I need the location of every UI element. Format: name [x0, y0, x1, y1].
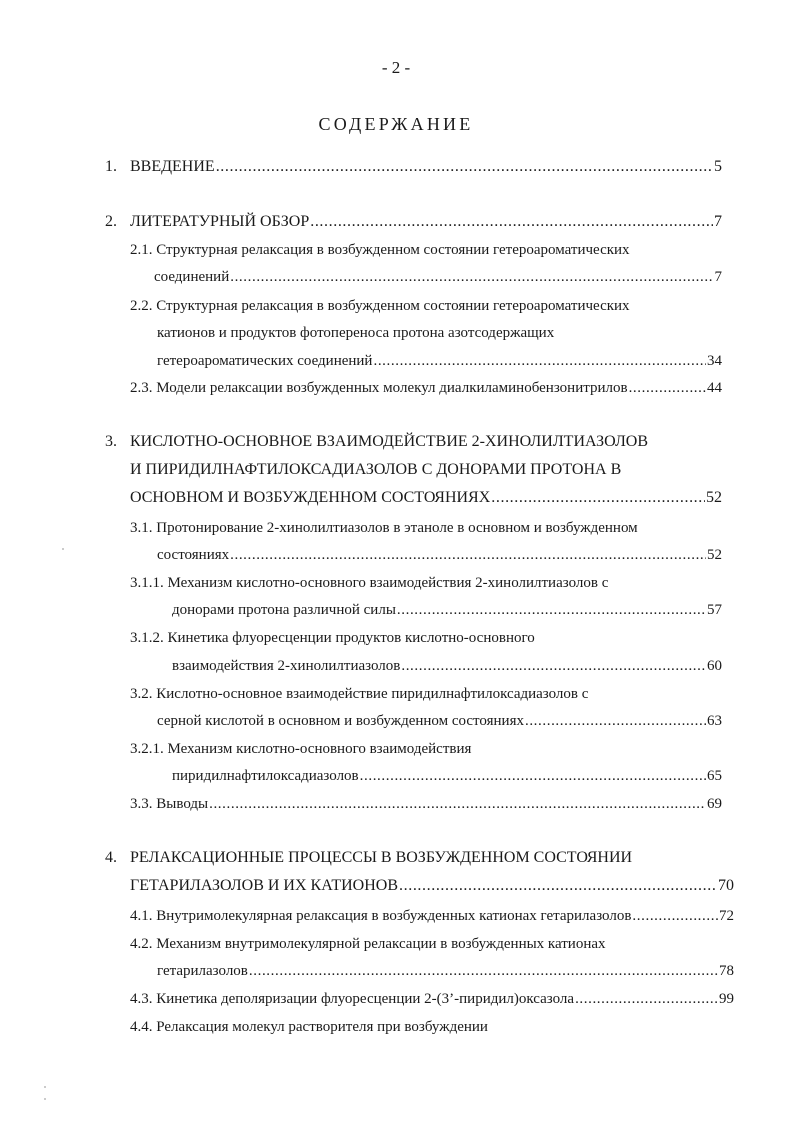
toc-entry-3-line1: [105, 432, 648, 452]
toc-entry-3-2-1-line1: [130, 739, 471, 759]
toc-entry-page: 7: [714, 269, 722, 285]
dot-leader: [491, 488, 705, 508]
toc-entry-text: донорами протона различной силы: [172, 602, 396, 618]
toc-entry-page: 60: [707, 658, 722, 674]
dot-leader: [397, 600, 706, 620]
toc-entry-page: 52: [707, 547, 722, 563]
toc-title: СОДЕРЖАНИЕ: [318, 114, 474, 134]
scan-speck: [44, 1098, 46, 1100]
dot-leader: [310, 212, 713, 232]
toc-entry-2-1: [154, 267, 722, 287]
toc-entry-text: состояниях: [157, 547, 230, 563]
toc-entry-text: соединений: [154, 269, 230, 285]
dot-leader: [525, 711, 706, 731]
toc-entry-4: [130, 876, 734, 896]
toc-entry-text: 3.2.1. Механизм кислотно-основного взаимодействия: [130, 741, 472, 757]
toc-entry-page: 69: [707, 796, 722, 812]
toc-entry-1: [105, 157, 722, 177]
toc-entry-number: 4.: [105, 849, 117, 866]
toc-entry-text: 3.3. Выводы: [130, 796, 209, 812]
toc-entry-text: 3.1.1. Механизм кислотно-основного взаимодействия 2-хинолилтиазолов с: [130, 575, 609, 591]
toc-entry-text: ОСНОВНОМ И ВОЗБУЖДЕННОМ СОСТОЯНИЯХ: [130, 489, 491, 506]
toc-entry-3-1-2-line1: [130, 628, 535, 648]
toc-entry-text: ВВЕДЕНИЕ: [130, 158, 215, 175]
toc-entry-3-1: [157, 545, 722, 565]
toc-entry-3-2-1: [172, 766, 722, 786]
scan-speck: [62, 548, 64, 550]
toc-entry-3-line2: [130, 460, 621, 480]
toc-entry-4-line1: [105, 848, 632, 868]
dot-leader: [632, 906, 718, 926]
toc-entry-4-4: [130, 1017, 488, 1037]
toc-entry-number: 2.: [105, 213, 117, 230]
toc-entry-text: 3.1. Протонирование 2-хинолилтиазолов в этаноле в основном и возбужденном: [130, 520, 638, 536]
toc-entry-text: 2.1. Структурная релаксация в возбужденном состоянии гетероароматических: [130, 242, 630, 258]
toc-entry-text: И ПИРИДИЛНАФТИЛОКСАДИАЗОЛОВ С ДОНОРАМИ ПРОТОНА В: [130, 461, 622, 478]
dot-leader: [399, 876, 717, 896]
toc-entry-4-2: [157, 961, 734, 981]
toc-entry-text: катионов и продуктов фотопереноса протона азотсодержащих: [157, 325, 555, 341]
toc-entry-3-1-1: [172, 600, 722, 620]
toc-entry-page: 5: [714, 158, 722, 175]
toc-entry-text: ЛИТЕРАТУРНЫЙ ОБЗОР: [130, 213, 310, 230]
page-number: - 2 -: [381, 58, 411, 77]
toc-entry-text: 4.3. Кинетика деполяризации флуоресценции 2-(3’-пиридил)оксазола: [130, 991, 575, 1007]
toc-entry-text: 3.2. Кислотно-основное взаимодействие пиридилнафтилоксадиазолов с: [130, 686, 589, 702]
toc-entry-page: 7: [714, 213, 722, 230]
toc-entry-text: 4.4. Релаксация молекул растворителя при возбуждении: [130, 1019, 488, 1035]
toc-entry-text: пиридилнафтилоксадиазолов: [172, 768, 359, 784]
toc-entry-page: 65: [707, 768, 722, 784]
dot-leader: [209, 794, 706, 814]
toc-entry-4-3: [130, 989, 734, 1009]
toc-entry-3-3: [130, 794, 722, 814]
toc-entry-text: 2.2. Структурная релаксация в возбужденном состоянии гетероароматических: [130, 298, 630, 314]
dot-leader: [629, 378, 706, 398]
toc-entry-text: гетероароматических соединений: [157, 353, 373, 369]
toc-entry-2-3: [130, 378, 722, 398]
toc-entry-page: 72: [719, 908, 734, 924]
toc-entry-text: ГЕТАРИЛАЗОЛОВ И ИХ КАТИОНОВ: [130, 877, 399, 894]
toc-entry-page: 99: [719, 991, 734, 1007]
toc-entry-3-1-1-line1: [130, 573, 608, 593]
toc-entry-text: КИСЛОТНО-ОСНОВНОЕ ВЗАИМОДЕЙСТВИЕ 2-ХИНОЛИЛТИАЗОЛОВ: [130, 433, 649, 450]
dot-leader: [575, 989, 718, 1009]
dot-leader: [360, 766, 706, 786]
toc-entry-text: 2.3. Модели релаксации возбужденных молекул диалкиламинобензонитрилов: [130, 380, 628, 396]
toc-entry-3: [130, 488, 722, 508]
toc-entry-text: 4.1. Внутримолекулярная релаксация в возбужденных катионах гетарилазолов: [130, 908, 632, 924]
toc-entry-text: 3.1.2. Кинетика флуоресценции продуктов кислотно-основного: [130, 630, 535, 646]
toc-entry-page: 52: [706, 489, 722, 506]
toc-entry-page: 78: [719, 963, 734, 979]
dot-leader: [249, 961, 718, 981]
toc-entry-2-1-line1: [130, 240, 630, 260]
toc-entry-3-1-2: [172, 656, 722, 676]
toc-entry-2-2-line2: [157, 323, 554, 343]
toc-entry-text: взаимодействия 2-хинолилтиазолов: [172, 658, 401, 674]
dot-leader: [401, 656, 706, 676]
toc-entry-page: 44: [707, 380, 722, 396]
toc-entry-text: 4.2. Механизм внутримолекулярной релаксации в возбужденных катионах: [130, 936, 606, 952]
toc-entry-page: 63: [707, 713, 722, 729]
toc-entry-text: гетарилазолов: [157, 963, 248, 979]
toc-entry-text: РЕЛАКСАЦИОННЫЕ ПРОЦЕССЫ В ВОЗБУЖДЕННОМ СОСТОЯНИИ: [130, 849, 633, 866]
scan-speck: [44, 1086, 46, 1088]
toc-entry-3-1-line1: [130, 518, 638, 538]
toc-entry-2-2-line1: [130, 296, 630, 316]
toc-entry-page: 70: [718, 877, 734, 894]
dot-leader: [373, 351, 706, 371]
toc-entry-number: 3.: [105, 433, 117, 450]
toc-entry-page: 34: [707, 353, 722, 369]
toc-entry-text: серной кислотой в основном и возбужденном состояниях: [157, 713, 524, 729]
toc-entry-page: 57: [707, 602, 722, 618]
dot-leader: [216, 157, 713, 177]
dot-leader: [230, 267, 713, 287]
toc-entry-2-2: [157, 351, 722, 371]
toc-entry-2: [105, 212, 722, 232]
toc-entry-3-2-line1: [130, 684, 588, 704]
toc-entry-number: 1.: [105, 158, 117, 175]
dot-leader: [230, 545, 706, 565]
toc-entry-3-2: [157, 711, 722, 731]
toc-entry-4-1: [130, 906, 734, 926]
toc-entry-4-2-line1: [130, 934, 606, 954]
